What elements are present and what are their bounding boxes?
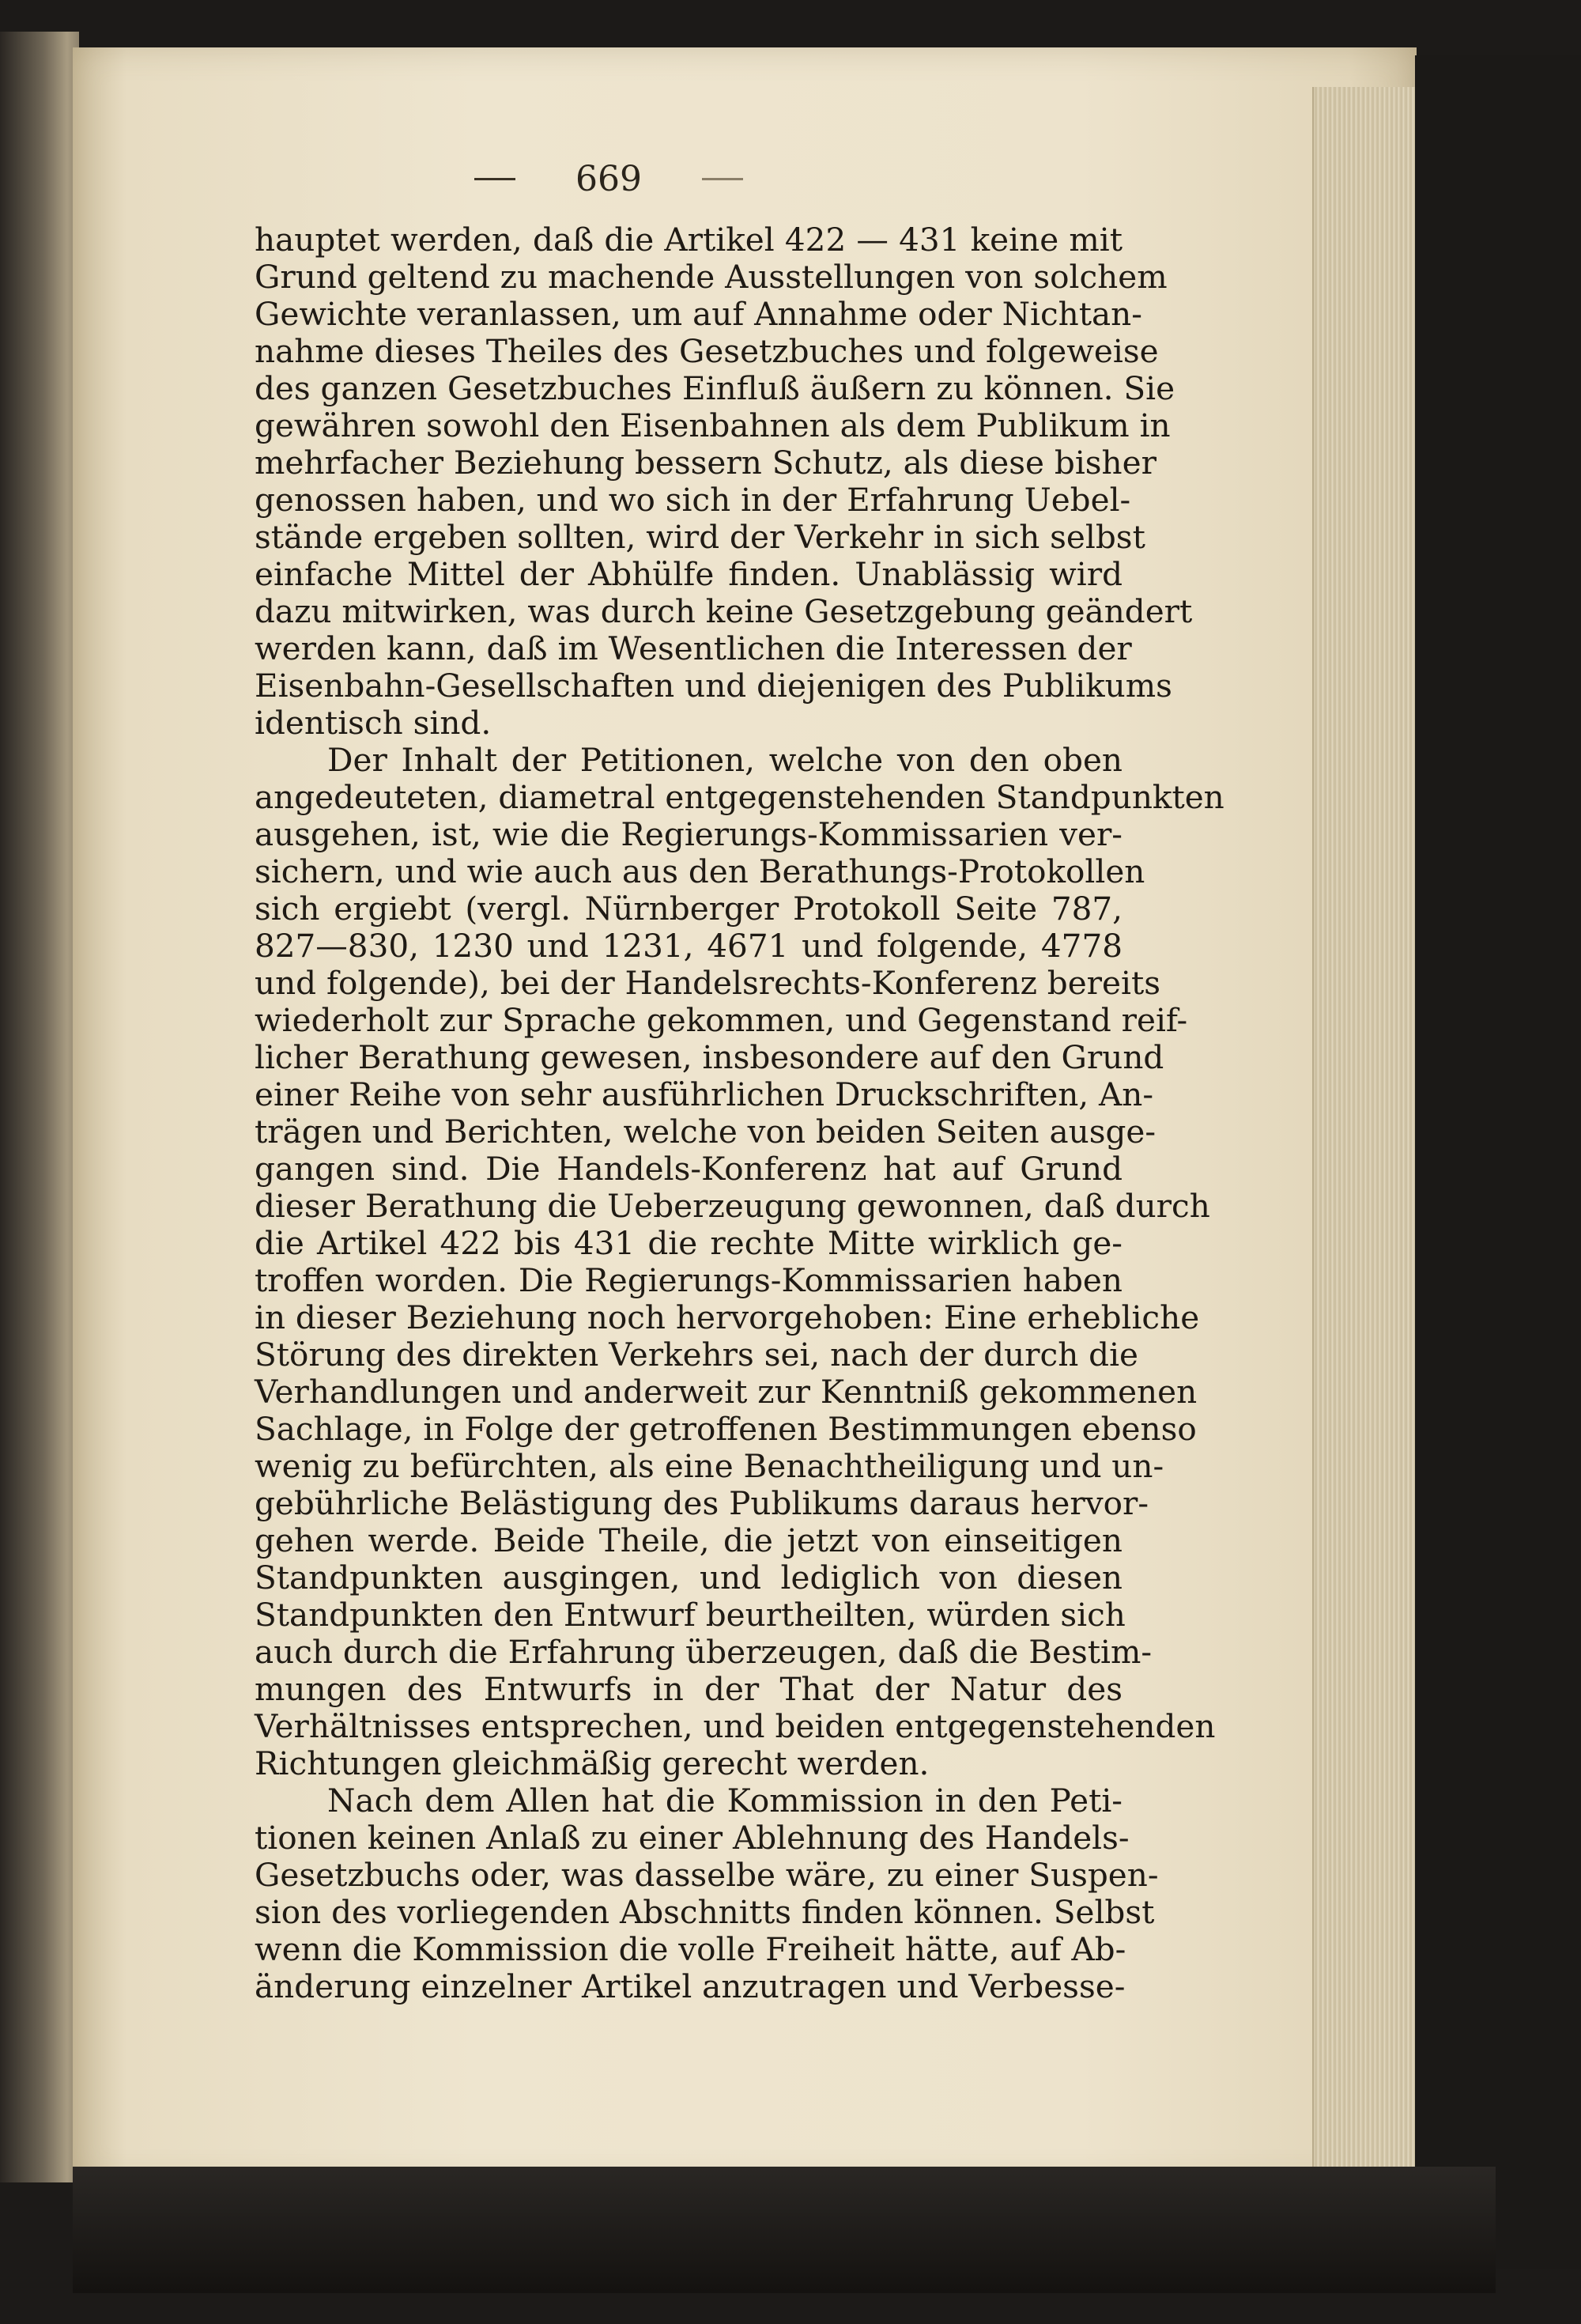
text-line: sich ergiebt (vergl. Nürnberger Protokoll Seite 787, [255, 890, 1123, 928]
text-line: licher Berathung gewesen, insbesondere auf den Grund [255, 1038, 1164, 1076]
text-line: Standpunkten den Entwurf beurtheilten, würden sich [255, 1596, 1126, 1634]
text-line: angedeuteten, diametral entgegenstehenden Standpunkten [255, 778, 1224, 816]
header-dash-right [702, 178, 743, 180]
text-line: auch durch die Erfahrung überzeugen, daß die Bestim- [255, 1633, 1153, 1671]
text-line: nahme dieses Theiles des Gesetzbuches und folgeweise [255, 332, 1159, 370]
page-header [474, 155, 743, 202]
text-line: gangen sind. Die Handels-Konferenz hat auf Grund [255, 1150, 1123, 1188]
text-line: 827—830, 1230 und 1231, 4671 und folgende, 4778 [255, 927, 1123, 965]
text-line: Grund geltend zu machende Ausstellungen von solchem [255, 258, 1168, 296]
text-line: wiederholt zur Sprache gekommen, und Gegenstand reif- [255, 1001, 1188, 1039]
text-line: troffen worden. Die Regierungs-Kommissarien haben [255, 1261, 1123, 1299]
page-number: 669 [575, 158, 642, 199]
text-line: die Artikel 422 bis 431 die rechte Mitte wirklich ge- [255, 1224, 1123, 1262]
text-line: Der Inhalt der Petitionen, welche von den oben [327, 741, 1123, 779]
text-line: sichern, und wie auch aus den Berathungs-Protokollen [255, 852, 1145, 890]
text-line: trägen und Berichten, welche von beiden Seiten ausge- [255, 1113, 1157, 1151]
text-line: einfache Mittel der Abhülfe finden. Unablässig wird [255, 555, 1123, 593]
text-line: dieser Berathung die Ueberzeugung gewonnen, daß durch [255, 1187, 1210, 1225]
text-line: werden kann, daß im Wesentlichen die Interessen der [255, 629, 1132, 667]
text-line: Verhältnisses entsprechen, und beiden entgegenstehenden [255, 1707, 1216, 1745]
text-line: Standpunkten ausgingen, und lediglich von diesen [255, 1559, 1123, 1597]
text-line: änderung einzelner Artikel anzutragen und Verbesse- [255, 1967, 1126, 2005]
left-page-edge [0, 32, 79, 2182]
body-text [255, 221, 1224, 2005]
text-line: Störung des direkten Verkehrs sei, nach der durch die [255, 1336, 1139, 1374]
book-cover-right [1415, 55, 1581, 2269]
text-line: Sachlage, in Folge der getroffenen Bestimmungen ebenso [255, 1410, 1197, 1448]
text-line: tionen keinen Anlaß zu einer Ablehnung des Handels- [255, 1819, 1130, 1857]
text-line: hauptet werden, daß die Artikel 422 — 431 keine mit [255, 221, 1123, 259]
text-line: des ganzen Gesetzbuches Einfluß äußern zu können. Sie [255, 369, 1175, 407]
text-line: wenn die Kommission die volle Freiheit hätte, auf Ab- [255, 1930, 1126, 1968]
text-line: ausgehen, ist, wie die Regierungs-Kommissarien ver- [255, 815, 1123, 853]
text-line: identisch sind. [255, 704, 492, 742]
page-stack-edge [1312, 87, 1424, 2175]
text-line: Nach dem Allen hat die Kommission in den Peti- [327, 1782, 1123, 1820]
header-dash-left [474, 178, 515, 180]
text-line: dazu mitwirken, was durch keine Gesetzgebung geändert [255, 592, 1193, 630]
book-cover-bottom [73, 2167, 1496, 2293]
text-line: sion des vorliegenden Abschnitts finden können. Selbst [255, 1893, 1155, 1931]
text-line: gehen werde. Beide Theile, die jetzt von einseitigen [255, 1521, 1123, 1559]
text-line: stände ergeben sollten, wird der Verkehr in sich selbst [255, 518, 1145, 556]
text-line: gebührliche Belästigung des Publikums daraus hervor- [255, 1484, 1149, 1522]
text-line: mehrfacher Beziehung bessern Schutz, als diese bisher [255, 444, 1157, 482]
text-line: mungen des Entwurfs in der That der Natur des [255, 1670, 1123, 1708]
text-line: in dieser Beziehung noch hervorgehoben: Eine erhebliche [255, 1298, 1200, 1336]
text-line: wenig zu befürchten, als eine Benachtheiligung und un- [255, 1447, 1164, 1485]
text-line: und folgende), bei der Handelsrechts-Konferenz bereits [255, 964, 1161, 1002]
text-line: Eisenbahn-Gesellschaften und diejenigen des Publikums [255, 667, 1172, 705]
text-line: Gewichte veranlassen, um auf Annahme oder Nichtan- [255, 295, 1142, 333]
text-line: Verhandlungen und anderweit zur Kenntniß gekommenen [255, 1373, 1198, 1411]
text-line: gewähren sowohl den Eisenbahnen als dem Publikum in [255, 406, 1171, 444]
text-line: Gesetzbuchs oder, was dasselbe wäre, zu einer Suspen- [255, 1856, 1159, 1894]
text-line: einer Reihe von sehr ausführlichen Druckschriften, An- [255, 1075, 1154, 1113]
text-line: genossen haben, und wo sich in der Erfahrung Uebel- [255, 481, 1131, 519]
text-line: Richtungen gleichmäßig gerecht werden. [255, 1744, 930, 1782]
